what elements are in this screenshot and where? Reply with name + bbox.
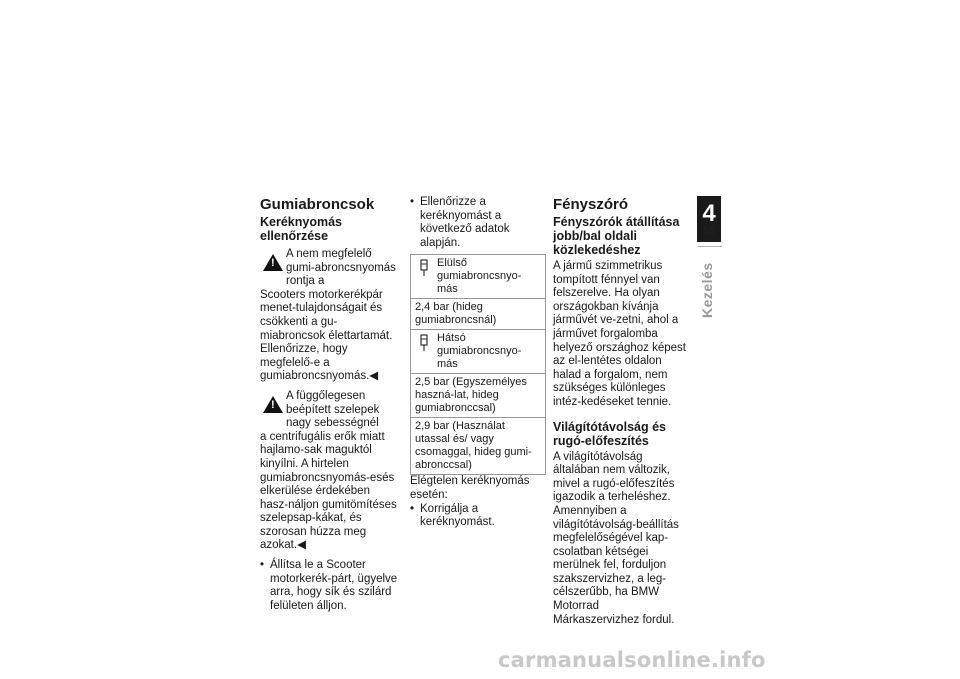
bullet-park-scooter: • Állítsa le a Scooter motorkerék-párt, ügyelve arra, hogy sík és szilárd felületen álljon. (260, 559, 400, 613)
column-headlight (553, 196, 688, 627)
pressure-spec-table (410, 254, 546, 475)
warning-icon (263, 396, 283, 413)
warning-2-text: a centrifugális erők miatt hajlamo-sak maguktól kinyílni. A hirtelen gumiabroncsnyomás-esés elkerülése érdekében hasz-náljon gumitömítéses szelepsap-kákat, és szorosan húzza meg azokat.◀ (260, 430, 397, 552)
rear-pressure-value-loaded: 2,9 bar (Használat utassal és/ vagy csomaggal, hideg gumi-abronccsal) (411, 418, 545, 475)
subsection-title-beam-range: Világítótávolság és rugó-előfeszítés (553, 419, 667, 448)
warning-block-1 (260, 248, 400, 289)
watermark: carmanualsonline.info (498, 648, 766, 672)
rear-pressure-label-cell (411, 330, 545, 374)
page-number: 51 (703, 226, 715, 237)
bullet-check-pressure: • Ellenőrizze a keréknyomást a következő adatok alapján. (410, 196, 546, 250)
section-title-tyres: Gumiabroncsok (260, 196, 375, 213)
warning-icon (263, 254, 283, 271)
front-pressure-label: Elülső gumiabroncsnyo-más (437, 257, 522, 296)
beam-range-text: A világítótávolság általában nem változik, mivel a rugó-előfeszítés igazodik a terheléshez. Amennyiben a világítótávolság-beállítás megfelelőségével kap-csolatban kétségei merülnek fel, forduljon szakszervizhez, a leg-célszerűbb, ha BMW Motorrad Márkaszervizhez fordul. (553, 450, 679, 626)
warning-1-text: Scooters motorkerékpár menet-tulajdonságait és csökkenti a gu-miabroncsok élettartamát. Ellenőrizze, hogy megfelelő-e a gumiabroncsnyomás.◀ (260, 288, 393, 383)
rear-pressure-label: Hátsó gumiabroncsnyo-más (437, 332, 522, 371)
chapter-number: 4 (702, 200, 716, 227)
insufficient-pressure-text: Elégtelen keréknyomás esetén: (410, 475, 530, 501)
subsection-title-pressure-check: Keréknyomás ellenőrzése (260, 215, 342, 243)
tyre-gauge-icon (417, 259, 431, 277)
warning-block-2 (260, 390, 400, 431)
column-tyres (260, 196, 400, 613)
section-title-headlight: Fényszóró (553, 196, 629, 213)
warning-1-intro: A nem megfelelő gumi-abroncsnyomás rontja a (286, 248, 396, 288)
front-pressure-label-cell (411, 255, 545, 299)
headlight-adjust-text: A jármű szimmetrikus tompított fénnyel van felszerelve. Ha olyan országokban kívánja járművét ve-zetni, ahol a járművet forgalomba helyező országhoz képest az el-lentétes oldalon halad a forgalom, nem szükséges különleges intéz-kedéseket tennie. (553, 260, 686, 408)
side-divider (698, 246, 722, 247)
bullet-correct-pressure: • Korrigálja a keréknyomást. (410, 503, 546, 530)
front-pressure-value: 2,4 bar (hideg gumiabroncsnál) (411, 299, 545, 330)
rear-pressure-value-solo: 2,5 bar (Egyszemélyes haszná-lat, hideg gumiabronccsal) (411, 374, 545, 418)
subsection-title-headlight-adjust: Fényszórók átállítása jobb/bal oldali közlekedéshez (553, 215, 680, 257)
column-pressure-spec (410, 196, 546, 530)
chapter-label: Kezelés (699, 262, 715, 318)
warning-2-intro: A függőlegesen beépített szelepek nagy sebességnél (286, 389, 380, 430)
tyre-gauge-icon (417, 334, 431, 352)
